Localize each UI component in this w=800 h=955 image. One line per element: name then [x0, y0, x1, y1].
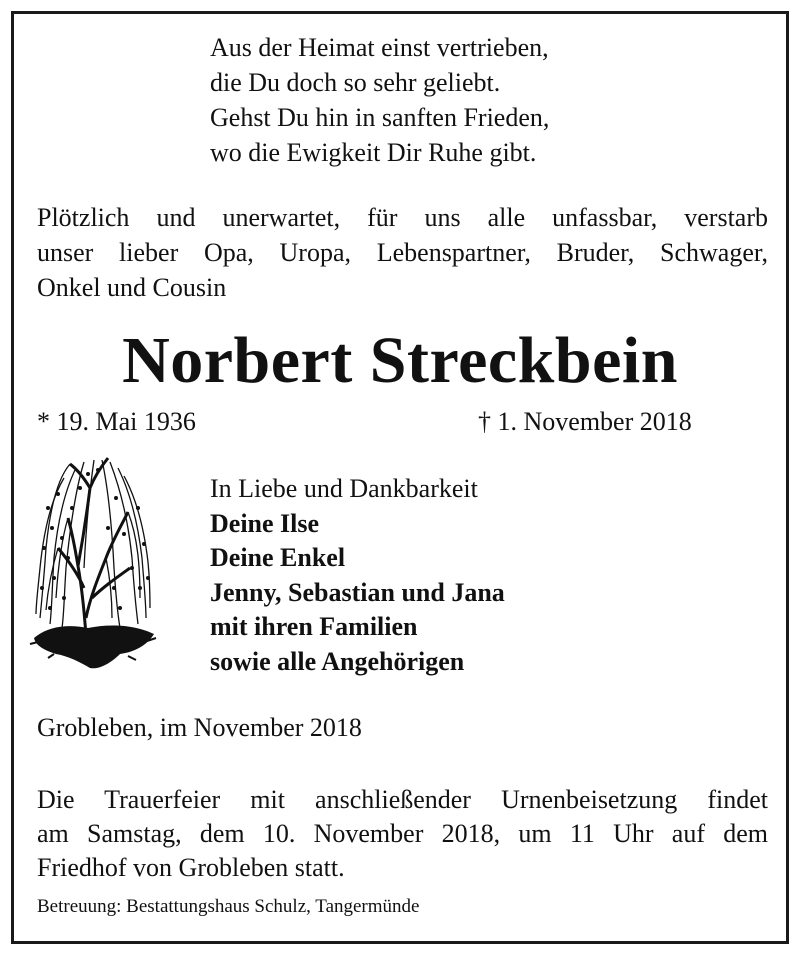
funeral-home-credit: Betreuung: Bestattungshaus Schulz, Tangermünde	[37, 896, 420, 917]
mourners-block	[210, 472, 505, 679]
death-date: † 1. November 2018	[478, 407, 692, 436]
poem-line: wo die Ewigkeit Dir Ruhe gibt.	[210, 138, 537, 167]
place-and-date: Grobleben, im November 2018	[37, 713, 362, 742]
announcement-line: Plötzlich und unerwartet, für uns alle unfassbar, verstarb	[37, 203, 768, 232]
announcement-line: Onkel und Cousin	[37, 273, 227, 302]
funeral-line: Die Trauerfeier mit anschließender Urnenbeisetzung findet	[37, 785, 768, 814]
funeral-line: am Samstag, dem 10. November 2018, um 11 Uhr auf dem	[37, 819, 768, 848]
mourners-intro: In Liebe und Dankbarkeit	[210, 474, 478, 503]
birth-date: * 19. Mai 1936	[37, 407, 196, 436]
mourner-line: mit ihren Familien	[210, 612, 418, 641]
funeral-info	[37, 783, 768, 885]
weeping-willow-tree-icon	[28, 448, 158, 678]
poem	[210, 30, 549, 170]
poem-line: Aus der Heimat einst vertrieben,	[210, 33, 549, 62]
death-announcement-text	[37, 200, 768, 305]
deceased-name: Norbert Streckbein	[122, 324, 678, 397]
poem-line: Gehst Du hin in sanften Frieden,	[210, 103, 550, 132]
mourner-line: sowie alle Angehörigen	[210, 646, 465, 676]
mourner-line: Deine Enkel	[210, 543, 346, 572]
mourner-line: Deine Ilse	[210, 508, 320, 538]
poem-line: die Du doch so sehr geliebt.	[210, 68, 501, 97]
announcement-line: unser lieber Opa, Uropa, Lebenspartner, Bruder, Schwager,	[37, 238, 768, 267]
mourner-line: Jenny, Sebastian und Jana	[210, 577, 505, 607]
funeral-line: Friedhof von Grobleben statt.	[37, 853, 345, 882]
